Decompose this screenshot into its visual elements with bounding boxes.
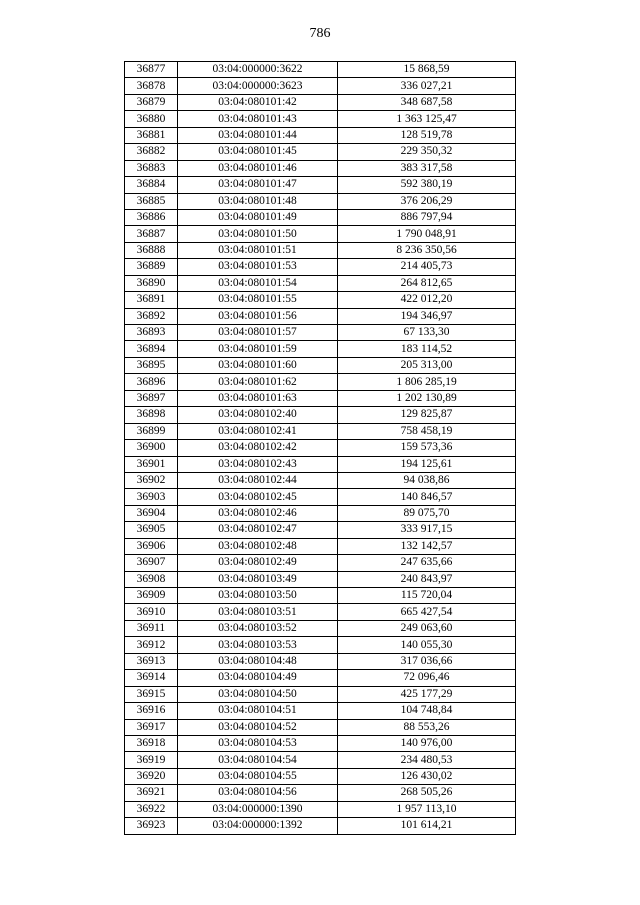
cadastral-number-cell: 03:04:080101:60 xyxy=(178,357,338,373)
row-number-cell: 36923 xyxy=(125,818,178,834)
table-row xyxy=(125,325,516,341)
cadastral-number-cell: 03:04:080102:49 xyxy=(178,555,338,571)
table-row xyxy=(125,703,516,719)
cadastral-value-cell: 376 206,29 xyxy=(338,193,516,209)
cadastral-value-cell: 159 573,36 xyxy=(338,440,516,456)
cadastral-value-cell: 1 363 125,47 xyxy=(338,111,516,127)
row-number-cell: 36879 xyxy=(125,94,178,110)
row-number-cell: 36883 xyxy=(125,160,178,176)
table-row xyxy=(125,127,516,143)
cadastral-value-cell: 89 075,70 xyxy=(338,505,516,521)
table-row xyxy=(125,390,516,406)
cadastral-number-cell: 03:04:080104:54 xyxy=(178,752,338,768)
cadastral-value-cell: 15 868,59 xyxy=(338,62,516,78)
cadastral-value-table xyxy=(124,61,516,835)
cadastral-number-cell: 03:04:080104:50 xyxy=(178,686,338,702)
cadastral-number-cell: 03:04:080101:47 xyxy=(178,177,338,193)
row-number-cell: 36888 xyxy=(125,242,178,258)
cadastral-number-cell: 03:04:080101:48 xyxy=(178,193,338,209)
cadastral-number-cell: 03:04:080101:51 xyxy=(178,242,338,258)
row-number-cell: 36882 xyxy=(125,144,178,160)
table-row xyxy=(125,259,516,275)
cadastral-number-cell: 03:04:080101:56 xyxy=(178,308,338,324)
cadastral-number-cell: 03:04:080101:55 xyxy=(178,292,338,308)
row-number-cell: 36916 xyxy=(125,703,178,719)
cadastral-value-cell: 1 806 285,19 xyxy=(338,374,516,390)
table-row xyxy=(125,275,516,291)
row-number-cell: 36893 xyxy=(125,325,178,341)
cadastral-number-cell: 03:04:080101:63 xyxy=(178,390,338,406)
cadastral-number-cell: 03:04:080101:42 xyxy=(178,94,338,110)
row-number-cell: 36899 xyxy=(125,423,178,439)
cadastral-value-cell: 72 096,46 xyxy=(338,670,516,686)
table-row xyxy=(125,785,516,801)
table-row xyxy=(125,719,516,735)
row-number-cell: 36922 xyxy=(125,801,178,817)
table-row xyxy=(125,588,516,604)
table-row xyxy=(125,604,516,620)
row-number-cell: 36917 xyxy=(125,719,178,735)
cadastral-value-cell: 140 846,57 xyxy=(338,489,516,505)
row-number-cell: 36890 xyxy=(125,275,178,291)
cadastral-value-cell: 592 380,19 xyxy=(338,177,516,193)
table-row xyxy=(125,242,516,258)
cadastral-number-cell: 03:04:080104:51 xyxy=(178,703,338,719)
cadastral-number-cell: 03:04:000000:3622 xyxy=(178,62,338,78)
row-number-cell: 36881 xyxy=(125,127,178,143)
cadastral-number-cell: 03:04:080101:44 xyxy=(178,127,338,143)
row-number-cell: 36884 xyxy=(125,177,178,193)
row-number-cell: 36885 xyxy=(125,193,178,209)
cadastral-number-cell: 03:04:000000:3623 xyxy=(178,78,338,94)
table-row xyxy=(125,670,516,686)
cadastral-number-cell: 03:04:080101:46 xyxy=(178,160,338,176)
table-row xyxy=(125,111,516,127)
table-row xyxy=(125,571,516,587)
cadastral-value-cell: 205 313,00 xyxy=(338,357,516,373)
row-number-cell: 36891 xyxy=(125,292,178,308)
table-row xyxy=(125,801,516,817)
cadastral-number-cell: 03:04:080101:49 xyxy=(178,209,338,225)
row-number-cell: 36894 xyxy=(125,341,178,357)
cadastral-value-cell: 104 748,84 xyxy=(338,703,516,719)
row-number-cell: 36877 xyxy=(125,62,178,78)
cadastral-value-cell: 317 036,66 xyxy=(338,653,516,669)
table-row xyxy=(125,94,516,110)
row-number-cell: 36889 xyxy=(125,259,178,275)
cadastral-number-cell: 03:04:080104:55 xyxy=(178,768,338,784)
table-row xyxy=(125,357,516,373)
table-row xyxy=(125,62,516,78)
row-number-cell: 36905 xyxy=(125,522,178,538)
row-number-cell: 36902 xyxy=(125,472,178,488)
table-row xyxy=(125,226,516,242)
cadastral-value-cell: 132 142,57 xyxy=(338,538,516,554)
cadastral-value-cell: 758 458,19 xyxy=(338,423,516,439)
row-number-cell: 36914 xyxy=(125,670,178,686)
table-row xyxy=(125,423,516,439)
row-number-cell: 36904 xyxy=(125,505,178,521)
row-number-cell: 36880 xyxy=(125,111,178,127)
row-number-cell: 36921 xyxy=(125,785,178,801)
row-number-cell: 36911 xyxy=(125,620,178,636)
cadastral-number-cell: 03:04:080101:50 xyxy=(178,226,338,242)
row-number-cell: 36918 xyxy=(125,735,178,751)
row-number-cell: 36878 xyxy=(125,78,178,94)
row-number-cell: 36908 xyxy=(125,571,178,587)
table-row xyxy=(125,768,516,784)
cadastral-value-cell: 1 790 048,91 xyxy=(338,226,516,242)
row-number-cell: 36919 xyxy=(125,752,178,768)
cadastral-number-cell: 03:04:000000:1392 xyxy=(178,818,338,834)
cadastral-number-cell: 03:04:080104:53 xyxy=(178,735,338,751)
page-number: 786 xyxy=(309,26,331,41)
table-row xyxy=(125,160,516,176)
cadastral-number-cell: 03:04:080102:42 xyxy=(178,440,338,456)
table-row xyxy=(125,78,516,94)
table-row xyxy=(125,555,516,571)
cadastral-value-cell: 126 430,02 xyxy=(338,768,516,784)
cadastral-number-cell: 03:04:080104:49 xyxy=(178,670,338,686)
table-row xyxy=(125,292,516,308)
cadastral-value-cell: 140 055,30 xyxy=(338,637,516,653)
cadastral-value-cell: 194 346,97 xyxy=(338,308,516,324)
cadastral-value-cell: 229 350,32 xyxy=(338,144,516,160)
cadastral-value-cell: 234 480,53 xyxy=(338,752,516,768)
cadastral-value-cell: 422 012,20 xyxy=(338,292,516,308)
cadastral-number-cell: 03:04:080103:49 xyxy=(178,571,338,587)
row-number-cell: 36900 xyxy=(125,440,178,456)
cadastral-value-cell: 115 720,04 xyxy=(338,588,516,604)
cadastral-value-cell: 383 317,58 xyxy=(338,160,516,176)
cadastral-value-cell: 129 825,87 xyxy=(338,407,516,423)
cadastral-number-cell: 03:04:080102:40 xyxy=(178,407,338,423)
row-number-cell: 36920 xyxy=(125,768,178,784)
cadastral-value-cell: 1 957 113,10 xyxy=(338,801,516,817)
cadastral-number-cell: 03:04:080102:46 xyxy=(178,505,338,521)
cadastral-value-cell: 268 505,26 xyxy=(338,785,516,801)
table-row xyxy=(125,440,516,456)
row-number-cell: 36895 xyxy=(125,357,178,373)
row-number-cell: 36901 xyxy=(125,456,178,472)
cadastral-value-cell: 665 427,54 xyxy=(338,604,516,620)
cadastral-number-cell: 03:04:080104:52 xyxy=(178,719,338,735)
cadastral-value-cell: 264 812,65 xyxy=(338,275,516,291)
cadastral-value-cell: 183 114,52 xyxy=(338,341,516,357)
cadastral-number-cell: 03:04:080104:56 xyxy=(178,785,338,801)
table-row xyxy=(125,193,516,209)
cadastral-number-cell: 03:04:080102:43 xyxy=(178,456,338,472)
cadastral-value-cell: 214 405,73 xyxy=(338,259,516,275)
cadastral-value-cell: 336 027,21 xyxy=(338,78,516,94)
cadastral-value-cell: 425 177,29 xyxy=(338,686,516,702)
cadastral-value-cell: 88 553,26 xyxy=(338,719,516,735)
cadastral-value-cell: 333 917,15 xyxy=(338,522,516,538)
cadastral-value-cell: 886 797,94 xyxy=(338,209,516,225)
table-row xyxy=(125,653,516,669)
cadastral-number-cell: 03:04:080103:52 xyxy=(178,620,338,636)
cadastral-value-cell: 247 635,66 xyxy=(338,555,516,571)
row-number-cell: 36892 xyxy=(125,308,178,324)
cadastral-number-cell: 03:04:080104:48 xyxy=(178,653,338,669)
table-row xyxy=(125,752,516,768)
table-row xyxy=(125,818,516,834)
cadastral-number-cell: 03:04:080102:45 xyxy=(178,489,338,505)
cadastral-value-cell: 348 687,58 xyxy=(338,94,516,110)
table-row xyxy=(125,637,516,653)
cadastral-value-cell: 8 236 350,56 xyxy=(338,242,516,258)
table-row xyxy=(125,308,516,324)
cadastral-number-cell: 03:04:080102:48 xyxy=(178,538,338,554)
cadastral-number-cell: 03:04:080103:50 xyxy=(178,588,338,604)
cadastral-number-cell: 03:04:080102:47 xyxy=(178,522,338,538)
cadastral-number-cell: 03:04:080101:59 xyxy=(178,341,338,357)
row-number-cell: 36886 xyxy=(125,209,178,225)
cadastral-number-cell: 03:04:080101:43 xyxy=(178,111,338,127)
cadastral-value-cell: 194 125,61 xyxy=(338,456,516,472)
cadastral-value-cell: 240 843,97 xyxy=(338,571,516,587)
table-row xyxy=(125,538,516,554)
cadastral-number-cell: 03:04:080101:53 xyxy=(178,259,338,275)
cadastral-number-cell: 03:04:080102:41 xyxy=(178,423,338,439)
row-number-cell: 36887 xyxy=(125,226,178,242)
row-number-cell: 36907 xyxy=(125,555,178,571)
table-body xyxy=(125,62,516,835)
cadastral-value-cell: 140 976,00 xyxy=(338,735,516,751)
table-row xyxy=(125,374,516,390)
cadastral-number-cell: 03:04:080101:45 xyxy=(178,144,338,160)
cadastral-number-cell: 03:04:080101:57 xyxy=(178,325,338,341)
row-number-cell: 36912 xyxy=(125,637,178,653)
row-number-cell: 36896 xyxy=(125,374,178,390)
row-number-cell: 36906 xyxy=(125,538,178,554)
cadastral-number-cell: 03:04:080102:44 xyxy=(178,472,338,488)
table-row xyxy=(125,620,516,636)
row-number-cell: 36909 xyxy=(125,588,178,604)
cadastral-number-cell: 03:04:080101:54 xyxy=(178,275,338,291)
table-row xyxy=(125,177,516,193)
table-row xyxy=(125,144,516,160)
cadastral-value-cell: 249 063,60 xyxy=(338,620,516,636)
cadastral-value-cell: 128 519,78 xyxy=(338,127,516,143)
row-number-cell: 36913 xyxy=(125,653,178,669)
cadastral-number-cell: 03:04:000000:1390 xyxy=(178,801,338,817)
row-number-cell: 36897 xyxy=(125,390,178,406)
row-number-cell: 36903 xyxy=(125,489,178,505)
row-number-cell: 36898 xyxy=(125,407,178,423)
table-row xyxy=(125,209,516,225)
row-number-cell: 36910 xyxy=(125,604,178,620)
table-row xyxy=(125,341,516,357)
cadastral-number-cell: 03:04:080103:53 xyxy=(178,637,338,653)
cadastral-value-cell: 1 202 130,89 xyxy=(338,390,516,406)
row-number-cell: 36915 xyxy=(125,686,178,702)
table-row xyxy=(125,522,516,538)
cadastral-value-cell: 101 614,21 xyxy=(338,818,516,834)
table-row xyxy=(125,735,516,751)
table-row xyxy=(125,489,516,505)
cadastral-number-cell: 03:04:080103:51 xyxy=(178,604,338,620)
table-row xyxy=(125,686,516,702)
table-row xyxy=(125,456,516,472)
table-row xyxy=(125,472,516,488)
table-row xyxy=(125,407,516,423)
cadastral-number-cell: 03:04:080101:62 xyxy=(178,374,338,390)
cadastral-value-cell: 94 038,86 xyxy=(338,472,516,488)
cadastral-value-cell: 67 133,30 xyxy=(338,325,516,341)
table-row xyxy=(125,505,516,521)
